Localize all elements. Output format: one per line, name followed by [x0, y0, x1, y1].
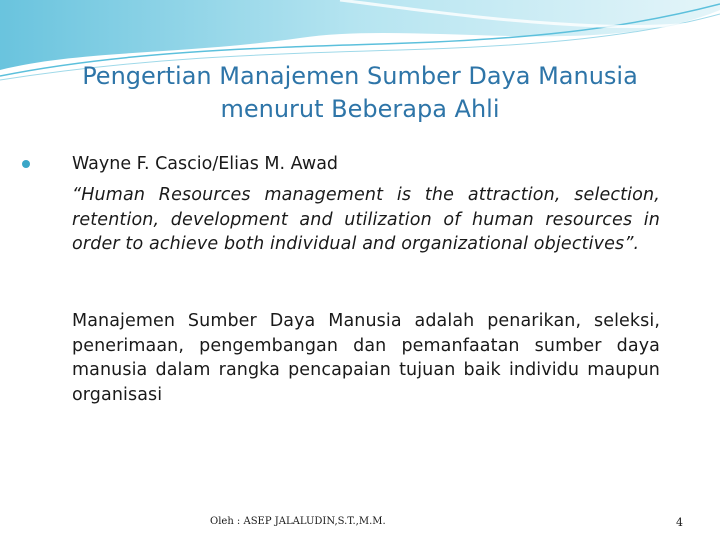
- title-line-1: Pengertian Manajemen Sumber Daya Manusia: [82, 62, 638, 90]
- footer-author: Oleh : ASEP JALALUDIN,S.T.,M.M.: [210, 516, 386, 527]
- page-number: 4: [676, 516, 683, 529]
- bullet-heading: Wayne F. Cascio/Elias M. Awad: [72, 154, 339, 174]
- definition-quote: “Human Resources management is the attraction, selection, retention, development and utilization of human resources in order to achieve both individual and organizational objectives”.: [72, 185, 660, 254]
- title-line-2: menurut Beberapa Ahli: [220, 95, 500, 123]
- definition-paragraph: Manajemen Sumber Daya Manusia adalah penarikan, seleksi, penerimaan, pengembangan dan pemanfaatan sumber daya manusia dalam rangka pencapaian tujuan baik individu maupun organisasi: [72, 311, 660, 405]
- bullet-dot-icon: [22, 160, 30, 168]
- slide-title: [40, 60, 680, 126]
